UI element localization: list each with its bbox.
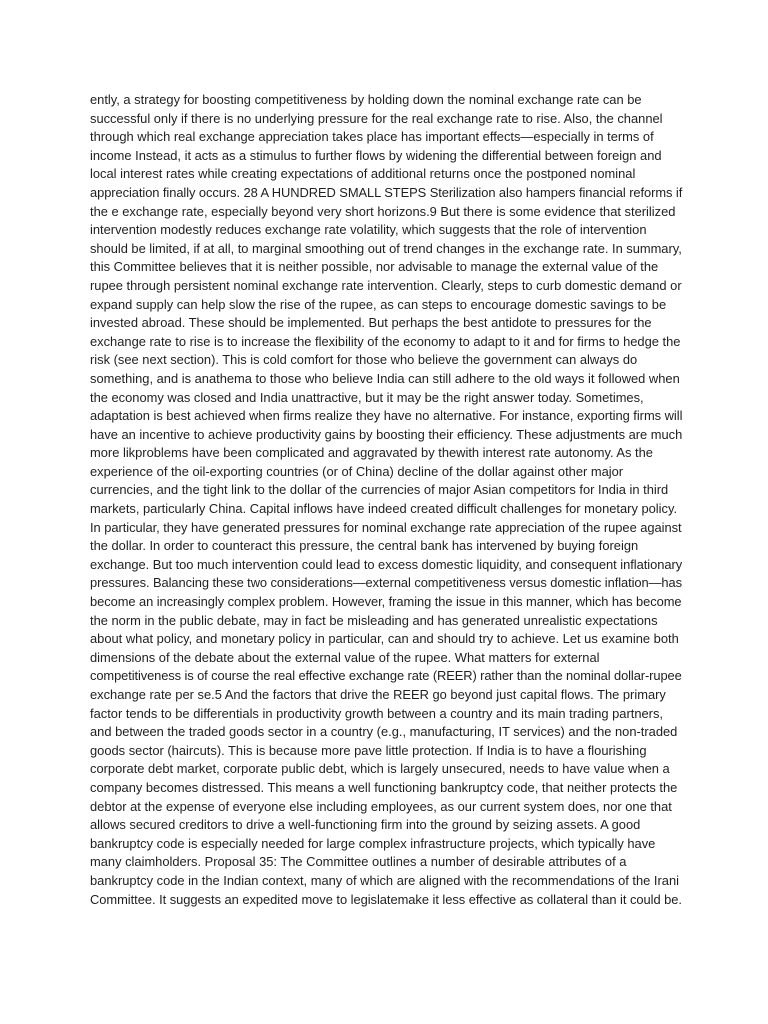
text-line: invested abroad. These should be implemented. But perhaps the best antidote to pressures for the — [90, 315, 652, 331]
document-page — [90, 91, 683, 909]
text-line: company becomes distressed. This means a well functioning bankruptcy code, that neither protects the — [90, 779, 678, 795]
text-line: allows secured creditors to drive a well-functioning firm into the ground by seizing assets. A good — [90, 817, 641, 833]
text-line: factor tends to be differentials in productivity growth between a country and its main trading partners, — [90, 705, 663, 721]
text-line: currencies, and the tight link to the dollar of the currencies of major Asian competitors for India in third — [90, 482, 669, 498]
text-line: local interest rates while creating expectations of additional returns once the postponed nominal — [90, 166, 636, 182]
text-line: about what policy, and monetary policy in particular, can and should try to achieve. Let us examine both — [90, 631, 679, 647]
text-line: exchange rate per se.5 And the factors that drive the REER go beyond just capital flows. The primary — [90, 687, 666, 702]
text-line: In particular, they have generated pressures for nominal exchange rate appreciation of the rupee against — [90, 519, 682, 535]
text-line: competitiveness is of course the real effective exchange rate (REER) rather than the nominal dollar-rupee — [90, 668, 682, 684]
text-line: exchange rate to rise is to increase the flexibility of the economy to adapt to it and for firms to hedge the — [90, 333, 681, 349]
text-line: something, and is anathema to those who believe India can still adhere to the old ways it followed when — [90, 370, 680, 386]
text-line: through which real exchange appreciation takes place has important effects—especially in terms of — [90, 129, 654, 145]
text-line: debtor at the expense of everyone else including employees, as our current system does, nor one that — [90, 798, 672, 814]
text-line: dimensions of the debate about the external value of the rupee. What matters for external — [90, 649, 600, 665]
text-line: intervention modestly reduces exchange rate volatility, which suggests that the role of intervention — [90, 222, 647, 238]
text-line: have an incentive to achieve productivity gains by boosting their efficiency. These adjustments are much — [90, 426, 683, 442]
body-paragraph — [90, 91, 683, 909]
text-line: successful only if there is no underlying pressure for the real exchange rate to rise. Also, the channel — [90, 110, 663, 126]
text-line: appreciation finally occurs. 28 A HUNDRED SMALL STEPS Sterilization also hampers financial reforms if — [90, 184, 683, 200]
text-line: should be limited, if at all, to marginal smoothing out of trend changes in the exchange rate. In summary, — [90, 240, 682, 256]
text-line: bankruptcy code is especially needed for large complex infrastructure projects, which typically have — [90, 835, 656, 851]
text-line: the economy was closed and India unattractive, but it may be the right answer today. Sometimes, — [90, 389, 644, 405]
text-line: ently, a strategy for boosting competitiveness by holding down the nominal exchange rate can be — [90, 92, 642, 107]
text-line: markets, particularly China. Capital inflows have indeed created difficult challenges for monetary policy. — [90, 501, 678, 517]
text-line: corporate debt market, corporate public debt, which is largely unsecured, needs to have value when a — [90, 761, 670, 777]
text-line: exchange. But too much intervention could lead to excess domestic liquidity, and consequent inflationary — [90, 556, 683, 572]
text-line: pressures. Balancing these two considerations—external competitiveness versus domestic inflation—has — [90, 575, 682, 591]
text-line: many claimholders. Proposal 35: The Committee outlines a number of desirable attributes of a — [90, 854, 627, 870]
text-line: rupee through persistent nominal exchange rate intervention. Clearly, steps to curb domestic demand or — [90, 277, 682, 293]
text-line: the dollar. In order to counteract this pressure, the central bank has intervened by buying foreign — [90, 538, 639, 554]
text-line: become an increasingly complex problem. However, framing the issue in this manner, which has become — [90, 594, 682, 610]
text-line: bankruptcy code in the Indian context, many of which are aligned with the recommendations of the Irani — [90, 872, 680, 888]
text-line: this Committee believes that it is neither possible, nor advisable to manage the external value of the — [90, 259, 659, 275]
text-line: and between the traded goods sector in a country (e.g., manufacturing, IT services) and the non-traded — [90, 724, 678, 740]
text-line: the norm in the public debate, may in fact be misleading and has generated unrealistic expectations — [90, 612, 658, 628]
text-line: goods sector (haircuts). This is because more pave little protection. If India is to have a flourishing — [90, 742, 647, 758]
text-line: more likproblems have been complicated and aggravated by thewith interest rate autonomy. As the — [90, 445, 653, 461]
text-line: income Instead, it acts as a stimulus to further flows by widening the differential between foreign and — [90, 147, 662, 163]
text-line: Committee. It suggests an expedited move to legislatemake it less effective as collateral than it could be. — [90, 891, 682, 907]
text-line: expand supply can help slow the rise of the rupee, as can steps to encourage domestic savings to be — [90, 296, 667, 312]
text-line: risk (see next section). This is cold comfort for those who believe the government can always do — [90, 352, 638, 368]
text-line: the e exchange rate, especially beyond very short horizons.9 But there is some evidence that sterilized — [90, 203, 676, 219]
text-line: experience of the oil-exporting countries (or of China) decline of the dollar against other major — [90, 463, 624, 479]
text-line: adaptation is best achieved when firms realize they have no alternative. For instance, exporting firms will — [90, 408, 683, 424]
